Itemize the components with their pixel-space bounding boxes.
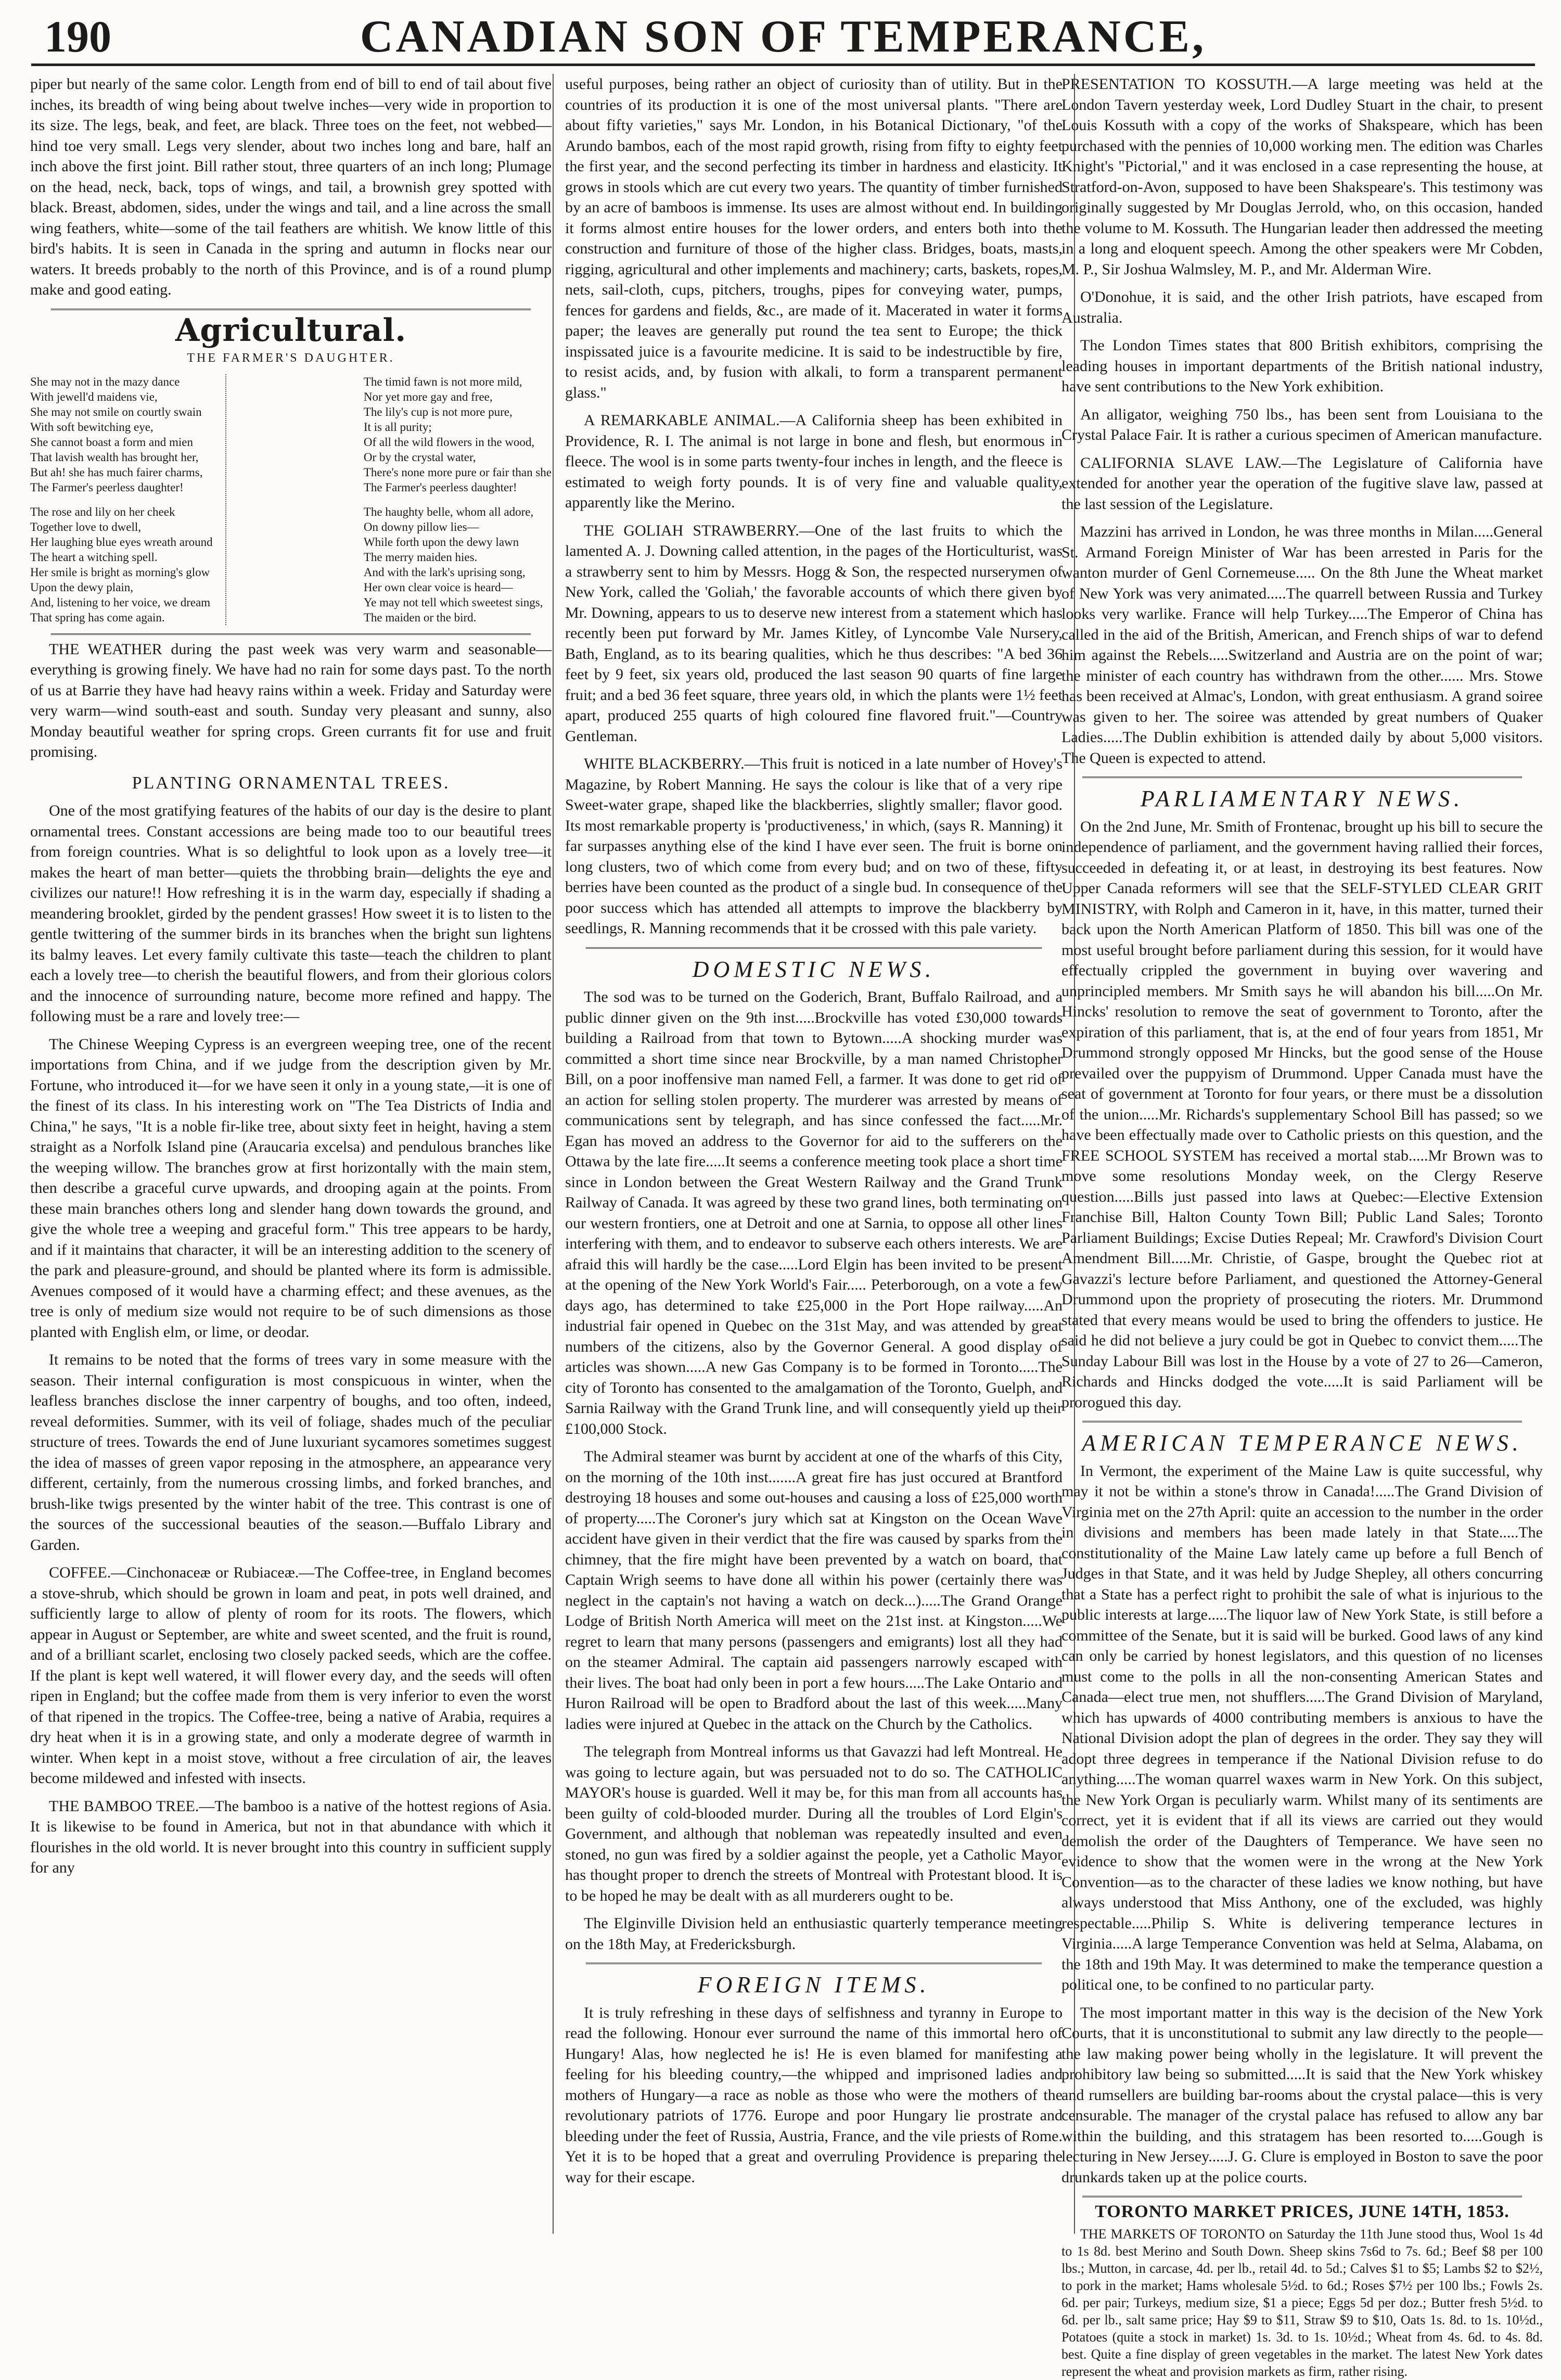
poem-line: With jewell'd maidens vie, — [30, 390, 158, 403]
poem-divider — [225, 374, 351, 625]
article-paragraph: The sod was to be turned on the Goderich, Brant, Buffalo Railroad, and a public dinner given on the 9th inst.....Brockville has voted £30,000 towards building a Railroad from that town to Bytown.....A shocking murder was committed a short time since near Brockville, by a man named Christopher Bill, on a poor inoffensive man named Fell, a farmer. It was done to get rid of an action for selling stolen property. The murderer was arrested by means of communications sent by telegraph, and has since confessed the fact.....Mr. Egan has moved an address to the Governor for aid to the sufferers on the Ottawa by the late fire.....It seems a conference meeting took place a short time since in London between the Great Western Railway and the Grand Trunk Railway of Canada. It was agreed by these two grand lines, both terminating on our western frontiers, one at Detroit and one at Sarnia, to oppose all other lines interfering with them, and to endeavor to subserve each others interests. We are afraid this will hardly be the case.....Lord Elgin has been invited to be present at the opening of the New York World's Fair..... Peterborough, on a vote a few days ago, has determined to take £25,000 in the Port Hope railway.....An industrial fair opened in Quebec on the 31st May, and was attended by great numbers of the citizens, also by the Governor General. A good display of articles was shown.....A new Gas Company is to be formed in Toronto.....The city of Toronto has consented to the amalgamation of the Toronto, Guelph, and Sarnia Railway with the Grand Trunk line, and will consequently yield up their £100,000 Stock. — [565, 988, 1063, 1437]
article-paragraph: Mazzini has arrived in London, he was three months in Milan.....General St. Armand Foreign Minister of War has been arrested in Paris for the wanton murder of Genl Cornemeuse..... On the 8th June the Wheat market of New York was very animated.....The quarrell between Russia and Turkey looks very warlike. France will help Turkey.....The Emperor of China has called in the aid of the British, American, and French ships of war to defend him against the Rebels.....Switzerland and Austria are on the point of war; the minister of each country has withdrawn from the other...... Mrs. Stowe has been received at Almac's, London, with great enthusiasm. A grand soiree was given to her. The soiree was attended by great numbers of Quaker Ladies.....The Dublin exhibition is attended daily by about 5,000 visitors. The Queen is expected to attend. — [1061, 523, 1543, 767]
article-paragraph: CALIFORNIA SLAVE LAW.—The Legislature of California have extended for another year the operation of the fugitive slave law, passed at the last session of the Legislature. — [1061, 454, 1543, 513]
poem-line: The merry maiden hies. — [363, 550, 478, 564]
divider — [1082, 2196, 1522, 2197]
poem-line: The Farmer's peerless daughter! — [363, 480, 517, 494]
poem-line: That lavish wealth has brought her, — [30, 450, 199, 464]
poem-line: Her smile is bright as morning's glow — [30, 565, 210, 579]
poem-line: Her own clear voice is heard— — [363, 580, 513, 594]
article-paragraph: On the 2nd June, Mr. Smith of Frontenac, brought up his bill to secure the independence of parliament, and the government having rallied their forces, succeeded in defeating it, or at least, in destroying its best features. Now Upper Canada reformers will see that the SELF-STYLED CLEAR GRIT MINISTRY, with Rolph and Cameron in it, have, in this matter, turned their back upon the North American Platform of 1850. This bill was one of the most useful brought before parliament during this session, for it would have effectually crippled the government in buying over wavering and unprincipled members. Mr Smith says he will abandon his bill.....On Mr. Hincks' resolution to remove the seat of government to Toronto, after the expiration of this parliament, that is, at the end of four years from 1851, Mr Drummond strongly opposed Mr Hincks, but the good sense of the House prevailed over the puppyism of Drummond. Upper Canada must have the seat of government at Toronto for four years, or there must be a dissolution of the union.....Mr. Richards's supplementary School Bill has passed; so we have been effectually made over to Catholic priests on this question, and the FREE SCHOOL SYSTEM has received a mortal stab.....Mr Brown was to move some resolutions Monday week, on the Clergy Reserve question.....Bills just passed into laws at Quebec:—Elective Extension Franchise Bill, Halton County Town Bill; Public Land Sales; Toronto Parliament Buildings; Excise Duties Repeal; Mr. Crawford's Division Court Amendment Bill.....Mr. Christie, of Gaspe, brought the Quebec riot at Gavazzi's lecture before Parliament, and questioned the Attorney-General Drummond upon the propriety of prosecuting the rioters. Mr. Drummond stated that every means would be used to bring the offenders to justice. He said he did not believe a jury could be got in Quebec to convict them.....The Sunday Labour Bill was lost in the House by a vote of 27 to 26—Cameron, Richards and Hincks dodged the vote.....It is said Parliament will be prorogued this day. — [1061, 818, 1543, 1411]
poem-line: Or by the crystal water, — [363, 450, 476, 464]
article-paragraph: A REMARKABLE ANIMAL.—A California sheep has been exhibited in Providence, R. I. The animal is not large in bone and flesh, but enormous in fleece. The wool is in some parts twenty-four inches in length, and the fleece is estimated to weigh forty pounds. It is of very fine and valuable quality, apparently like the Merino. — [565, 412, 1063, 511]
poem-line: Together love to dwell, — [30, 520, 141, 533]
article-paragraph: The Elginville Division held an enthusiastic quarterly temperance meeting on the 18th May, at Fredericksburgh. — [565, 1915, 1063, 1953]
article-paragraph: O'Donohue, it is said, and the other Irish patriots, have escaped from Australia. — [1061, 288, 1543, 326]
divider — [586, 1963, 1042, 1964]
article-paragraph: The most important matter in this way is the decision of the New York Courts, that it is unconstitutional to submit any law directly to the people—the law making power being wholly in the legislature. It will prevent the prohibitory law being so submitted.....It is said that the New York whiskey and rumsellers are building bar-rooms about the crystal palace—this is very censurable. The manager of the crystal palace has refused to allow any bar within the building, and this stratagem has been resorted to.....Gough is lecturing in New Jersey.....J. G. Clure is employed in Boston to save the poor drunkards taken up at the police courts. — [1061, 2004, 1543, 2186]
poem-line — [364, 495, 552, 504]
column-middle — [553, 74, 1075, 2234]
section-heading-domestic: DOMESTIC NEWS. — [692, 956, 936, 982]
article-paragraph: COFFEE.—Cinchonaceæ or Rubiaceæ.—The Coffee-tree, in England becomes a stove-shrub, which should be grown in loam and peat, in pots well drained, and sufficiently large to allow of plenty of room for its roots. The flowers, which appear in August or September, are white and sweet scented, and the fruit is round, and of a brilliant scarlet, enclosing two closely packed seeds, which are the coffee. If the plant is kept well watered, it will flower every day, and the seeds will often ripen in England; but the coffee made from them is very inferior to even the worst of that ripened in the tropics. The Coffee-tree, being a native of Arabia, requires a dry heat when it is in a growing state, and only a moderate degree of warmth in winter. When kept in a moist stove, without a free circulation of air, the leaves become mildewed and infested with insects. — [30, 1564, 552, 1787]
newspaper-title: CANADIAN SON OF TEMPERANCE, — [360, 11, 1207, 62]
poem-line: Her laughing blue eyes wreath around — [30, 535, 213, 549]
poem-column-right — [364, 374, 552, 625]
poem-line: Ye may not tell which sweetest sings, — [363, 595, 543, 609]
poem-line: Of all the wild flowers in the wood, — [363, 435, 535, 449]
article-paragraph: An alligator, weighing 750 lbs., has been sent from Louisiana to the Crystal Palace Fair. It is rather a curious specimen of American manufacture. — [1061, 405, 1543, 443]
article-paragraph: The London Times states that 800 British exhibitors, comprising the leading houses in important departments of the British national industry, have sent contributions to the New York exhibition. — [1061, 337, 1543, 395]
poem-line: The heart a witching spell. — [30, 550, 158, 564]
poem-line: It is all purity; — [363, 420, 432, 434]
poem-line: With soft bewitching eye, — [30, 420, 153, 434]
section-heading-foreign: FOREIGN ITEMS. — [697, 1972, 930, 1997]
poem-line: Nor yet more gay and free, — [363, 390, 493, 403]
divider — [51, 633, 531, 635]
article-paragraph: It remains to be noted that the forms of trees vary in some measure with the season. Their internal configuration is most conspicuous in winter, when the leafless branches disclose the inner carpentry of boughs, and too often, indeed, reveal deformities. Summer, with its veil of foliage, shades much of the peculiar structure of trees. Towards the end of June luxuriant sycamores sometimes suggest the idea of masses of green vapor reposing in the atmosphere, an appearance very different, certainly, from the numerous crossing limbs, and forked branches, and brush-like twigs presented by the winter habit of the tree. This contrast is one of the sources of the successional beauties of the season.—Buffalo Library and Garden. — [30, 1351, 552, 1554]
article-paragraph: WHITE BLACKBERRY.—This fruit is noticed in a late number of Hovey's Magazine, by Robert Manning. He says the colour is like that of a very ripe Sweet-water grape, shaped like the blackberries, slightly smaller; flavor good. Its most remarkable property is 'productiveness,' in which, (says R. Manning) it far surpasses anything else of the kind I have ever seen. The fruit is borne on long clusters, two of which come from every bud; and on two of these, fifty berries have been counted as the product of a single bud. In consequence of the poor success which has attended all attempts to improve the blackberry by seedlings, R. Manning recommends that it be crossed with this pale variety. — [565, 755, 1063, 937]
article-paragraph: The Admiral steamer was burnt by accident at one of the wharfs of this City, on the morning of the 10th inst.......A great fire has just occured at Brantford destroying 18 houses and some out-houses and causing a loss of £25,000 worth of property.....The Coroner's jury which sat at Kingston on the Ocean Wave accident have given in their verdict that the fire was caused by sparks from the chimney, that the fire might have been prevented by a watch on board, that Captain Wrigh seems to have done all within his power (certainly there was neglect in the captain's not having a watch on deck...).....The Grand Orange Lodge of British North America will meet on the 21st inst. at Kingston.....We regret to learn that many persons (passengers and emigrants) lost all they had on the steamer Admiral. The captain aid passengers narrowly escaped with their lives. The boat had only been in port a few hours.....The Lake Ontario and Huron Railroad will be open to Bradford about the last of this week.....Many ladies were injured at Quebec in the attack on the Church by the Catholics. — [565, 1448, 1063, 1733]
poem-line: The Farmer's peerless daughter! — [30, 480, 184, 494]
divider — [51, 309, 531, 310]
article-paragraph: THE WEATHER during the past week was very warm and seasonable—everything is growing finely. We have had no rain for some days past. To the north of us at Barrie they have had heavy rains within a week. Friday and Saturday were very warm—wind south-east and south. Sunday very pleasant and sunny, also Monday beautiful weather for spring crops. Green currants fit for use and fruit promising. — [30, 640, 552, 760]
article-paragraph: The telegraph from Montreal informs us that Gavazzi had left Montreal. He was going to lecture again, but was persuaded not to do so. The CATHOLIC MAYOR's house is guarded. Well it may be, for this man from all accounts has been guilty of cold-blooded murder. During all the troubles of Lord Elgin's Government, and although that nobleman was repeatedly insulted and even stoned, no gun was fired by a soldier against the people, yet a Catholic Mayor has thought proper to drench the streets of Montreal with Protestant blood. It is to be hoped he may be dealt with as all murderers ought to be. — [565, 1743, 1063, 1904]
market-prices-text: THE MARKETS OF TORONTO on Saturday the 11th June stood thus, Wool 1s 4d to 1s 8d. best Merino and South Down. Sheep skins 7s6d to 7s. 6d.; Beef $8 per 100 lbs.; Mutton, in carcase, 4d. per lb., retail 4d. to 5d.; Calves $1 to $5; Lambs $2 to $2½, to pork in the market; Hams wholesale 5½d. to 6d.; Roses $7½ per 100 lbs.; Fowls 2s. 6d. per pair; Turkeys, medium size, $1 a piece; Eggs 5d per doz.; Butter fresh 5½d. to 6d. per lb., salt same price; Hay $9 to $11, Straw $9 to $10, Oats 1s. 8d. to 1s. 10½d., Potatoes (quite a stock in market) 1s. 3d. to 1s. 10½d.; Wheat from 4s. 6d. to 4s. 8d. best. Quite a fine display of green vegetables in the market. The latest New York dates represent the wheat and provision markets as firm, rather rising. — [1061, 2226, 1543, 2379]
poem-line: That spring has come again. — [30, 610, 165, 624]
poem-line: But ah! she has much fairer charms, — [30, 465, 203, 479]
column-right — [1061, 74, 1543, 2379]
poem-line: The haughty belle, whom all adore, — [363, 505, 534, 518]
article-paragraph: The Chinese Weeping Cypress is an evergreen weeping tree, one of the recent importations from China, and if we judge from the description given by Mr. Fortune, who introduced it—for we have seen it only in a young state,—it is one of the finest of its class. In his interesting work on "The Tea Districts of India and China," he says, "It is a noble fir-like tree, about sixty feet in height, having a stem straight as a Norfolk Island pine (Araucaria excelsa) and pendulous branches like the weeping willow. The branches grow at first horizontally with the main stem, then describe a graceful curve upwards, and drooping again at the points. From these main branches others long and slender hang down towards the ground, and give the whole tree a weeping and graceful form." This tree appears to be hardy, and if it maintains that character, it will be an interesting addition to the scenery of the park and pleasure-ground, and should be planted where its form is admissible. Avenues composed of it would have a charming effect; and these avenues, as the tree is only of medium size would not require to be of such dimensions as those planted with English elm, or lime, or deodar. — [30, 1035, 552, 1341]
poem-line: While forth upon the dewy lawn — [363, 535, 519, 549]
divider — [586, 947, 1042, 949]
section-heading-american-temperance: AMERICAN TEMPERANCE NEWS. — [1082, 1430, 1522, 1456]
poem-line: Upon the dewy plain, — [30, 580, 134, 594]
article-paragraph: It is truly refreshing in these days of selfishness and tyranny in Europe to read the following. Honour ever surround the name of this immortal hero of Hungary! Alas, how neglected he is! He is even blamed for manifesting a feeling for his bleeding country,—the whipped and imprisoned ladies and mothers of Hungary—a race as noble as those who were the mothers of the revolutionary patriots of 1776. Europe and poor Hungary lie prostrate and bleeding under the feet of Russia, Austria, France, and the vile priests of Rome. Yet it is to be hoped that a great and overruling Providence is preparing the way for their escape. — [565, 2004, 1063, 2186]
poem-line: And with the lark's uprising song, — [363, 565, 526, 579]
masthead — [31, 7, 1535, 66]
page-number: 190 — [44, 11, 111, 61]
poem-line: And, listening to her voice, we dream — [30, 595, 211, 609]
section-heading-parliamentary: PARLIAMENTARY NEWS. — [1140, 786, 1464, 811]
article-paragraph: THE GOLIAH STRAWBERRY.—One of the last fruits to which the lamented A. J. Downing called attention, in the pages of the Horticulturist, was a strawberry sent to him by Messrs. Hogg & Son, the respected nurserymen of New York, called the 'Goliah,' the favorable accounts of which there given by Mr. Downing, appears to us to deserve new interest from a statement which has recently been put forward by Mr. James Kitley, of Lyncombe Vale Nursery, Bath, England, as to its bearing qualities, which he thus describes: "A bed 36 feet by 9 feet, six years old, produced the last season 90 quarts of fine large fruit; and a bed 36 feet square, three years old, in which the plants were 1½ feet apart, produced 255 quarts of high coloured fine flavored fruit."—Country Gentleman. — [565, 521, 1063, 745]
article-paragraph: useful purposes, being rather an object of curiosity than of utility. But in the countries of its production it is one of the most universal plants. "There are about fifty varieties," says Mr. London, in his Botanical Dictionary, "of the Arundo bambos, each of the most rapid growth, rising from fifty to eighty feet the first year, and the second perfecting its timber in hardness and elasticity. It grows in stools which are cut every two years. The quantity of timber furnished by an acre of bamboos is immense. Its uses are almost without end. In building it forms almost entire houses for the lower orders, and enters both into the construction and furniture of those of the higher class. Bridges, boats, masts, rigging, agricultural and other implements and machinery; carts, baskets, ropes, nets, sail-cloth, cups, pitchers, troughs, pipes for conveying water, pumps, fences for gardens and fields, &c., are made of it. Macerated in water it forms paper; the leaves are generally put round the tea sent to Europe; the thick inspissated juice is a favourite medicine. It is said to be indestructible by fire, to resist acids, and, by fusion with alkali, to form a transparent permanent glass." — [565, 75, 1063, 401]
poem-line: She may not in the mazy dance — [30, 375, 180, 388]
article-paragraph: In Vermont, the experiment of the Maine Law is quite successful, why may it not be within a stone's throw in Canada!.....The Grand Division of Virginia met on the 27th April: quite an accession to the number in the order in divisions and members has been made lately in that State.....The constitutionality of the Maine Law lately came up before a full Bench of Judges in that State, and it was held by Judge Shepley, all others concurring that a State has a perfect right to prohibit the sale of what is injurious to the public interests at large.....The liquor law of New York State, is still before a committee of the Senate, but it is said will be burked. Good laws of any kind can only be carried by honest legislators, and this question of no licenses must come to the polls in all the non-consenting American States and Canada—elect true men, not shufflers.....The Grand Division of Maryland, which has upwards of 4000 contributing members is anxious to have the National Division adopt the plan of degrees in the order. They say they will adopt three degrees in temperance if the National Division refuse to do anything.....The woman quarrel waxes warm in New York. On this subject, the New York Organ is peculiarly warm. Whilst many of its sentiments are correct, yet it is evident that if all its views are carried out they would demolish the order of the Daughters of Temperance. We have seen no evidence to show that the women were in the wrong at the New York Convention—as to the character of these ladies we know nothing, but have always understood that Miss Anthony, one of the excluded, was highly respectable.....Philip S. White is delivering temperance lectures in Virginia.....A large Temperance Convention was held at Selma, Alabama, on the 18th and 19th May. It was determined to make the temperance question a political one, to be confined to no particular party. — [1061, 1462, 1543, 1993]
poem-line: There's none more pure or fair than she — [363, 465, 552, 479]
column-left — [30, 74, 552, 2234]
poem-column-left — [30, 374, 213, 625]
article-paragraph: THE BAMBOO TREE.—The bamboo is a native of the hottest regions of Asia. It is likewise to be found in America, but not in that abundance with which it flourishes in the old world. It is never brought into this country in sufficient supply for any — [30, 1797, 552, 1876]
section-heading-trees: PLANTING ORNAMENTAL TREES. — [132, 773, 450, 793]
article-paragraph: One of the most gratifying features of the habits of our day is the desire to plant ornamental trees. Constant accessions are being made too to our beautiful trees from foreign countries. What is so delightful to look upon as a lovely tree—it makes the heart of man better—quiets the throbbing brain—delights the eye and civilizes our nature!! How refreshing it is in the warm day, especially if shading a meandering brooklet, girded by the pendent grasses! How sweet it is to listen to the gentle twittering of the summer birds in its branches when the bright sun lightens its balmy leaves. Let every family cultivate this taste—teach the children to plant each a lovely tree—to cherish the beautiful flowers, and from their glorious colors and the innocence of surrounding nature, become more refined and happy. The following must be a rare and lovely tree:— — [30, 802, 552, 1025]
poem-line: On downy pillow lies— — [363, 520, 479, 533]
poem-line: The rose and lily on her cheek — [30, 505, 175, 518]
poem — [30, 374, 552, 625]
poem-line: The maiden or the bird. — [363, 610, 477, 624]
poem-line: The timid fawn is not more mild, — [363, 375, 522, 388]
market-prices-heading: TORONTO MARKET PRICES, JUNE 14TH, 1853. — [1095, 2202, 1509, 2221]
poem-line: The lily's cup is not more pure, — [363, 405, 513, 418]
section-heading-agricultural: Agricultural. — [175, 312, 407, 349]
poem-line: She may not smile on courtly swain — [30, 405, 202, 418]
poem-line — [30, 495, 213, 504]
poem-line: She cannot boast a form and mien — [30, 435, 193, 449]
poem-title: THE FARMER'S DAUGHTER. — [187, 351, 395, 365]
article-paragraph: piper but nearly of the same color. Length from end of bill to end of tail about five inches, its breadth of wing being about twelve inches—very wide in proportion to its size. The legs, beak, and feet, are black. Three toes on the feet, not webbed—hind toe very small. Legs very slender, about two inches long and bare, half an inch above the first joint. Bill rather stout, three quarters of an inch long; Plumage on the head, neck, back, tops of wings, and tail, a brownish grey spotted with black. Breast, abdomen, sides, under the wings and tail, and a line across the small wing feathers, white—some of the tail feathers are whitish. We know little of this bird's habits. It is seen in Canada in the spring and autumn in flocks near our waters. It breeds probably to the north of this Province, and is of a round plump make and good eating. — [30, 75, 552, 298]
article-paragraph: PRESENTATION TO KOSSUTH.—A large meeting was held at the London Tavern yesterday week, Lord Dudley Stuart in the chair, to present Louis Kossuth with a copy of the works of Shakspeare, which has been purchased with the pennies of 10,000 working men. The edition was Charles Knight's "Pictorial," and it was enclosed in a case representing the house, at Stratford-on-Avon, supposed to have been Shakspeare's. This testimony was originally suggested by Mr Douglas Jerrold, who, on this occasion, handed the volume to M. Kossuth. The Hungarian leader then addressed the meeting in a long and eloquent speech. Among the other speakers were Mr Cobden, M. P., Sir Joshua Walmsley, M. P., and Mr. Alderman Wire. — [1061, 75, 1543, 278]
divider — [1082, 1421, 1522, 1422]
divider — [1082, 777, 1522, 778]
